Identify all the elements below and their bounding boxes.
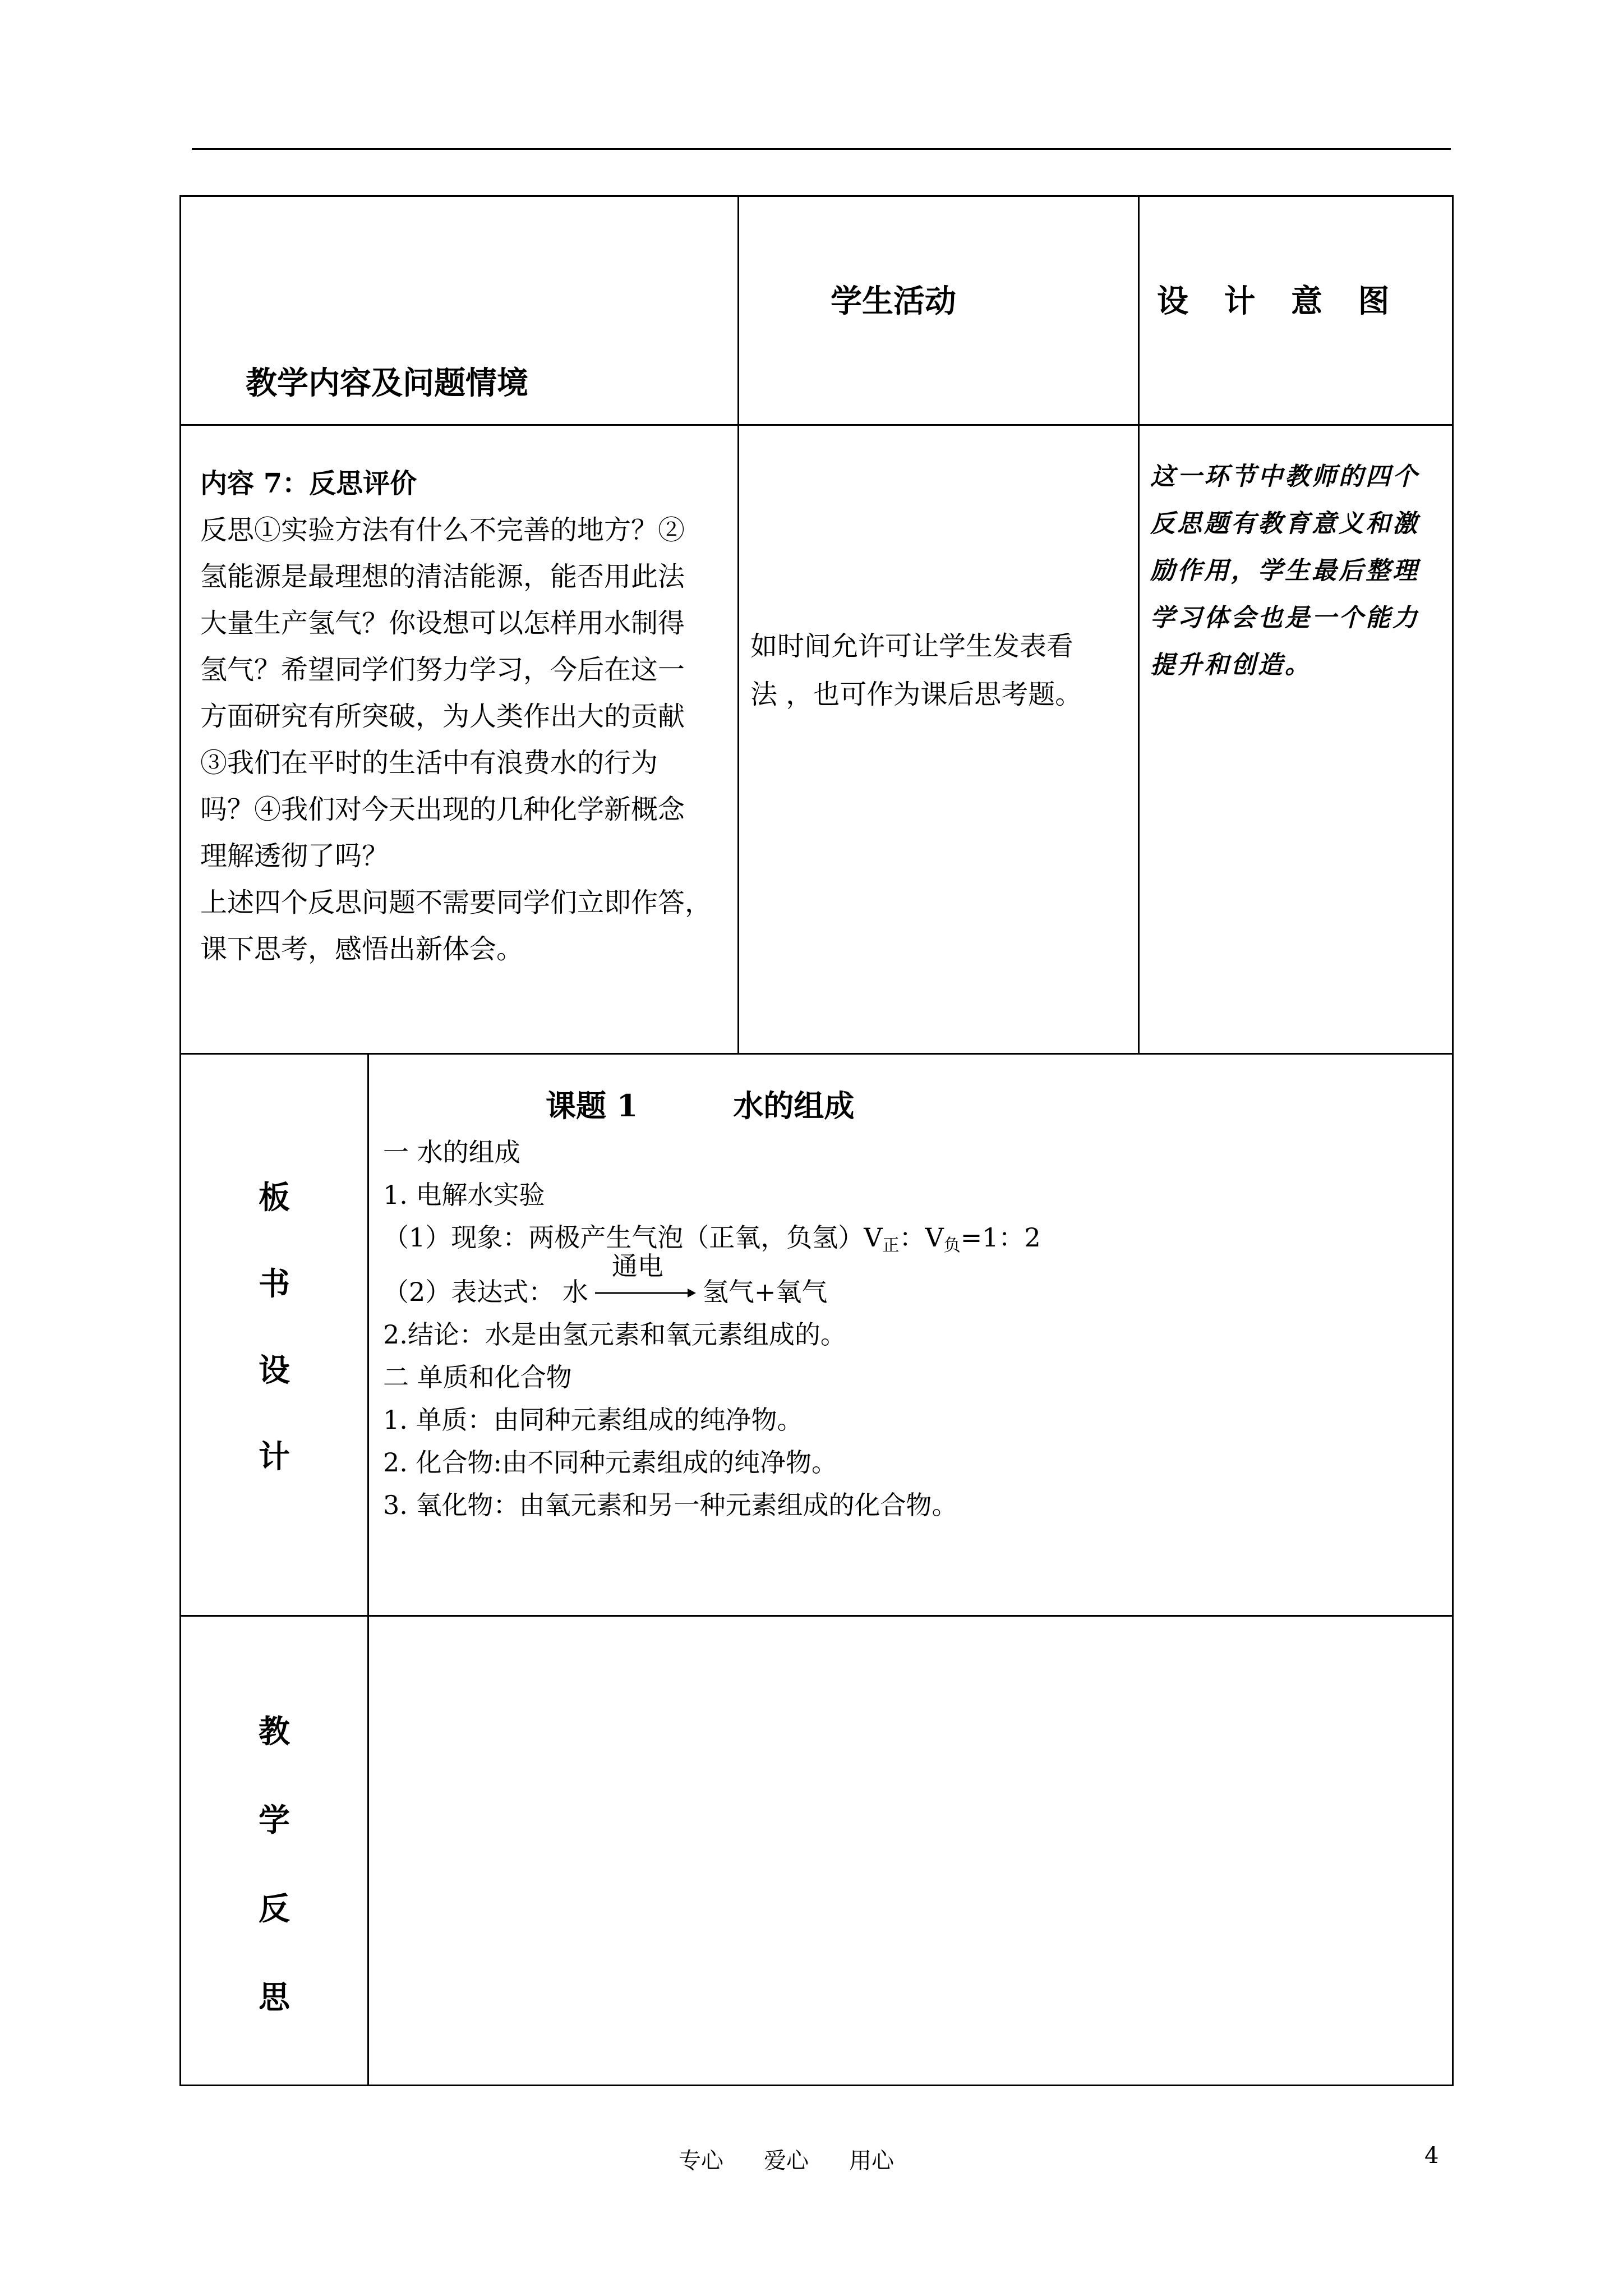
- content-reflection-text: [200, 461, 733, 973]
- motto-word: 专心: [679, 2148, 723, 2174]
- intent-line: 这一环节中教师的四个: [1150, 462, 1419, 491]
- content-line: 吗？④我们对今天出现的几种化学新概念: [200, 794, 685, 825]
- content-line: 方面研究有所突破，为人类作出大的贡献: [200, 701, 685, 732]
- motto-word: 用心: [849, 2148, 894, 2174]
- board-design-content: [383, 1080, 1426, 1526]
- reaction-condition: 通电: [611, 1251, 663, 1281]
- content-line: 大量生产氢气？你设想可以怎样用水制得: [200, 608, 685, 639]
- label-char: 学: [259, 1802, 290, 1839]
- content-line: ③我们在平时的生活中有浪费水的行为: [200, 747, 658, 779]
- phenomenon-text: （1）现象：两极产生气泡（正氧，负氢）V: [383, 1222, 883, 1253]
- header-design-intent: 设 计 意 图: [1157, 283, 1402, 320]
- board-section-1: 一 水的组成: [383, 1137, 520, 1167]
- header-content-situation: 教学内容及问题情境: [246, 365, 528, 402]
- activity-line: 法 ，也可作为课后思考题。: [750, 679, 1082, 710]
- lesson-table: [179, 195, 1454, 2086]
- header-student-activity: 学生活动: [831, 283, 956, 320]
- subscript-negative: 负: [943, 1236, 961, 1255]
- content-line: 氢能源是最理想的清洁能源，能否用此法: [200, 561, 685, 592]
- volume-ratio: =1：2: [960, 1222, 1041, 1253]
- row-divider-board: [181, 1615, 1452, 1617]
- expression-products: 氢气+氧气: [702, 1277, 828, 1307]
- board-def-compound: 2. 化合物:由不同种元素组成的纯净物。: [383, 1447, 838, 1478]
- board-section-2: 二 单质和化合物: [383, 1362, 572, 1392]
- page-number: 4: [1424, 2143, 1439, 2169]
- content-line: 理解透彻了吗？: [200, 840, 389, 872]
- board-phenomenon: [383, 1216, 1426, 1267]
- phenomenon-colon: ：V: [899, 1222, 944, 1253]
- intent-line: 励作用，学生最后整理: [1150, 556, 1419, 585]
- label-char: 设: [259, 1352, 290, 1389]
- board-title-name: 水的组成: [733, 1088, 855, 1124]
- board-item-electrolysis: 1. 电解水实验: [383, 1180, 545, 1210]
- motto-word: 爱心: [764, 2148, 809, 2174]
- board-title-topic: 课题 1: [546, 1088, 638, 1124]
- board-design-label: [241, 1173, 308, 1477]
- reflection-label: [241, 1707, 308, 2018]
- board-expression: [383, 1251, 1426, 1313]
- intent-line: 提升和创造。: [1150, 651, 1312, 679]
- board-title: [546, 1080, 1426, 1131]
- row-divider-content: [181, 1053, 1452, 1055]
- intent-line: 反思题有教育意义和激: [1150, 509, 1419, 538]
- header-rule: [192, 148, 1451, 150]
- content-line: 反思①实验方法有什么不完善的地方？②: [200, 514, 685, 546]
- content-line: 氢气？希望同学们努力学习，今后在这一: [200, 654, 685, 685]
- board-def-element: 1. 单质：由同种元素组成的纯净物。: [383, 1405, 803, 1435]
- subscript-positive: 正: [882, 1236, 900, 1255]
- content-line: 课下思考，感悟出新体会。: [200, 933, 524, 965]
- label-char: 教: [259, 1713, 290, 1750]
- reaction-arrow: [595, 1251, 696, 1305]
- label-char: 书: [259, 1266, 290, 1303]
- label-char: 反: [259, 1890, 290, 1927]
- board-conclusion: 2.结论：水是由氢元素和氧元素组成的。: [383, 1319, 846, 1350]
- label-char: 计: [259, 1438, 290, 1475]
- col-divider-1: [737, 197, 739, 1053]
- activity-line: 如时间允许可让学生发表看: [750, 631, 1074, 662]
- arrow-icon: [595, 1286, 696, 1300]
- expression-reactant: （2）表达式： 水: [383, 1277, 588, 1307]
- label-col-divider: [367, 1053, 369, 2085]
- footer-motto: [679, 2143, 894, 2175]
- design-intent-text: [1150, 453, 1442, 689]
- row-divider-header: [181, 424, 1452, 426]
- content-line: 上述四个反思问题不需要同学们立即作答，: [200, 887, 712, 918]
- student-activity-text: [750, 622, 1143, 719]
- intent-line: 学习体会也是一个能力: [1150, 604, 1419, 632]
- label-char: 板: [259, 1179, 290, 1216]
- content-title: 内容 7：反思评价: [200, 468, 417, 499]
- board-def-oxide: 3. 氧化物：由氧元素和另一种元素组成的化合物。: [383, 1490, 958, 1520]
- label-char: 思: [259, 1979, 290, 2016]
